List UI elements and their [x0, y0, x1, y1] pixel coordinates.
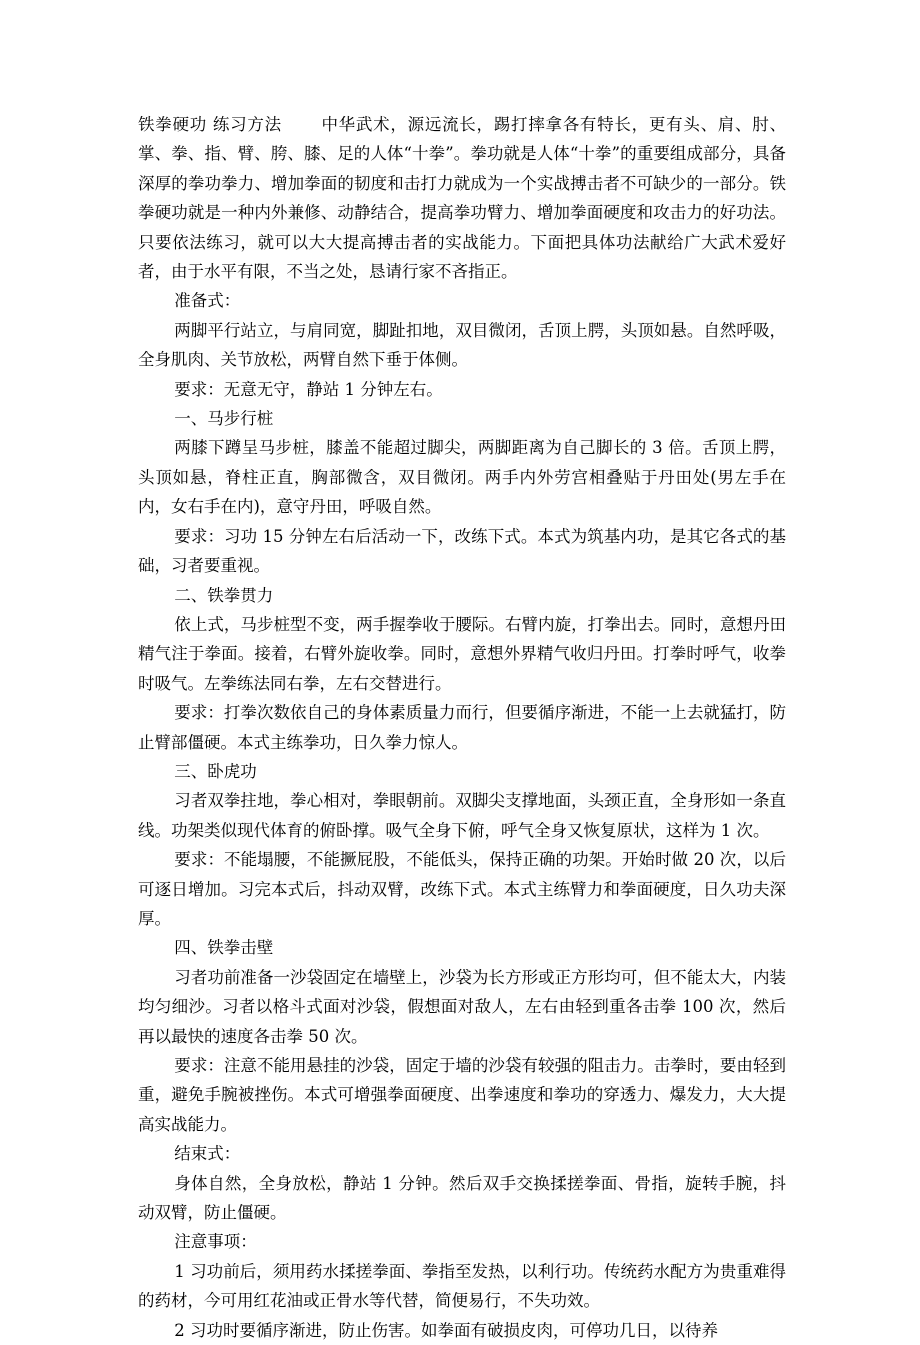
paragraph: 身体自然，全身放松，静站 1 分钟。然后双手交换揉搓拳面、骨指，旋转手腕，抖动双臂，防止僵硬。: [138, 1173, 786, 1223]
heading-section-4: 四、铁拳击壁: [174, 938, 274, 958]
heading-ending: 结束式：: [174, 1144, 241, 1164]
heading-section-1: 一、马步行桩: [174, 409, 274, 429]
requirement: 要求：习功 15 分钟左右后活动一下，改练下式。本式为筑基内功，是其它各式的基础，习者要重视。: [138, 526, 786, 576]
title-paragraph: [138, 110, 786, 286]
paragraph: 习者功前准备一沙袋固定在墙壁上，沙袋为长方形或正方形均可，但不能太大，内装均匀细沙。习者以格斗式面对沙袋，假想面对敌人，左右由轻到重各击拳 100 次，然后再以最快的速度各击拳 50 次。: [138, 967, 786, 1046]
heading-section-2: 二、铁拳贯力: [174, 585, 274, 605]
note-item: 2 习功时要循序渐进，防止伤害。如拳面有破损皮肉，可停功几日，以待养: [174, 1320, 719, 1340]
paragraph: 两膝下蹲呈马步桩，膝盖不能超过脚尖，两脚距离为自己脚长的 3 倍。舌顶上腭，头顶如悬，脊柱正直，胸部微含，双目微闭。两手内外劳宫相叠贴于丹田处(男左手在内，女右手在内)，意守丹田，呼吸自然。: [138, 438, 786, 517]
requirement: 要求：无意无守，静站 1 分钟左右。: [174, 379, 443, 399]
intro-text: 中华武术，源远流长，踢打摔拿各有特长，更有头、肩、肘、掌、拳、指、臂、胯、膝、足的人体“十拳”。拳功就是人体“十拳”的重要组成部分，具备深厚的拳功拳力、增加拳面的韧度和击打力就成为一个实战搏击者不可缺少的一部分。铁拳硬功就是一种内外兼修、动静结合，提高拳功臂力、增加拳面硬度和攻击力的好功法。只要依法练习，就可以大大提高搏击者的实战能力。下面把具体功法献给广大武术爱好者，由于水平有限，不当之处，恳请行家不吝指正。: [138, 115, 786, 282]
document-body: [138, 110, 786, 1345]
requirement: 要求：注意不能用悬挂的沙袋，固定于墙的沙袋有较强的阻击力。击拳时，要由轻到重，避免手腕被挫伤。本式可增强拳面硬度、出拳速度和拳功的穿透力、爆发力，大大提高实战能力。: [138, 1056, 786, 1134]
paragraph: 习者双拳拄地，拳心相对，拳眼朝前。双脚尖支撑地面，头颈正直，全身形如一条直线。功架类似现代体育的俯卧撑。吸气全身下俯，呼气全身又恢复原状，这样为 1 次。: [138, 791, 786, 840]
requirement: 要求：打拳次数依自己的身体素质量力而行，但要循序渐进，不能一上去就猛打，防止臂部僵硬。本式主练拳功，日久拳力惊人。: [138, 703, 786, 752]
paragraph: 两脚平行站立，与肩同宽，脚趾扣地，双目微闭，舌顶上腭，头顶如悬。自然呼吸，全身肌肉、关节放松，两臂自然下垂于体侧。: [138, 320, 786, 370]
requirement: 要求：不能塌腰，不能撅屁股，不能低头，保持正确的功架。开始时做 20 次，以后可逐日增加。习完本式后，抖动双臂，改练下式。本式主练臂力和拳面硬度，日久功夫深厚。: [138, 850, 786, 928]
note-item: 1 习功前后，须用药水揉搓拳面、拳指至发热，以利行功。传统药水配方为贵重难得的药材，今可用红花油或正骨水等代替，简便易行，不失功效。: [138, 1261, 786, 1311]
paragraph: 依上式，马步桩型不变，两手握拳收于腰际。右臂内旋，打拳出去。同时，意想丹田精气注于拳面。接着，右臂外旋收拳。同时，意想外界精气收归丹田。打拳时呼气，收拳时吸气。左拳练法同右拳，左右交替进行。: [138, 614, 786, 693]
heading-section-3: 三、卧虎功: [174, 761, 257, 781]
document-title: 铁拳硬功 练习方法: [138, 115, 282, 134]
heading-prep: 准备式：: [174, 291, 241, 311]
heading-notes: 注意事项：: [174, 1232, 257, 1252]
